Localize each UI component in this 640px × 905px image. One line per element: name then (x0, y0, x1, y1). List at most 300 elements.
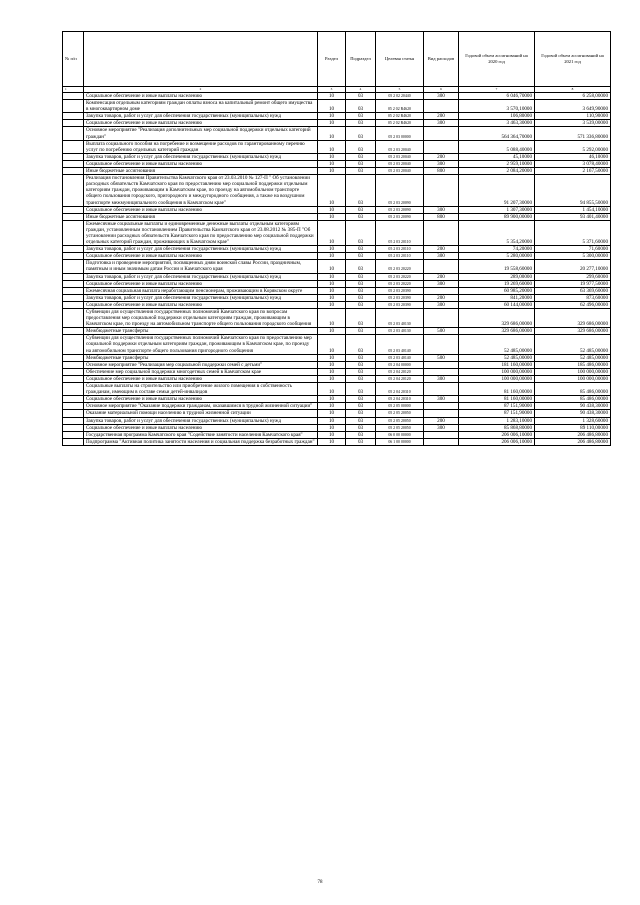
cell-podrazdel: 03 (346, 220, 376, 245)
table-row (63, 309, 611, 328)
cell-2020: 3 570,10000 (459, 100, 535, 113)
cell-2020: 89 900,00000 (459, 213, 535, 220)
cell-razdel: 10 (318, 160, 346, 167)
header-num: № п/п (63, 32, 84, 87)
table-row (63, 113, 611, 120)
cell-tselevaya-statya: 05 2 03 20220 (376, 273, 424, 280)
cell-tselevaya-statya: 05 2 05 20050 (376, 424, 424, 431)
cell-name: Социальное обеспечение и иные выплаты населению (84, 253, 318, 260)
cell-razdel: 10 (318, 361, 346, 368)
cell-num (63, 361, 84, 368)
cell-2021: 329 686,00000 (535, 309, 611, 328)
cell-2021: 93 401,40000 (535, 213, 611, 220)
cell-num (63, 253, 84, 260)
cell-podrazdel: 03 (346, 280, 376, 287)
cell-podrazdel: 03 (346, 383, 376, 396)
cell-vid-rashodov (424, 309, 459, 328)
cell-name: Социальное обеспечение и иные выплаты населению (84, 301, 318, 308)
cell-2020: 45,10000 (459, 153, 535, 160)
cell-2021: 6 258,00000 (535, 93, 611, 100)
cell-razdel: 10 (318, 287, 346, 294)
cell-vid-rashodov: 500 (424, 354, 459, 361)
cell-num (63, 403, 84, 410)
table-row (63, 438, 611, 445)
cell-2020: 60 144,00000 (459, 301, 535, 308)
cell-num (63, 160, 84, 167)
table-row (63, 260, 611, 273)
cell-name: Ежемесячная социальная выплата неработающим пенсионерам, проживающим в Корякском округе (84, 287, 318, 294)
cell-num (63, 410, 84, 417)
table-row (63, 396, 611, 403)
cell-tselevaya-statya: 05 2 03 20040 (376, 168, 424, 175)
cell-tselevaya-statya: 05 2 04 00000 (376, 361, 424, 368)
table-row (63, 168, 611, 175)
cell-2020: 87 151,90000 (459, 403, 535, 410)
cell-2020: 19 558,60000 (459, 260, 535, 273)
table-row (63, 287, 611, 294)
cell-podrazdel: 03 (346, 417, 376, 424)
cell-razdel: 10 (318, 438, 346, 445)
cell-razdel: 10 (318, 153, 346, 160)
cell-tselevaya-statya: 05 2 03 20040 (376, 153, 424, 160)
table-row (63, 153, 611, 160)
table-row (63, 301, 611, 308)
cell-razdel: 10 (318, 368, 346, 375)
header-podrazdel: Подраздел (346, 32, 376, 87)
cell-name: Межбюджетные трансферты (84, 354, 318, 361)
cell-2021: 90 438,30000 (535, 410, 611, 417)
cell-vid-rashodov: 300 (424, 301, 459, 308)
cell-num (63, 417, 84, 424)
budget-table-page (62, 31, 610, 446)
cell-razdel: 10 (318, 410, 346, 417)
budget-table (62, 31, 611, 446)
cell-num (63, 294, 84, 301)
cell-2021: 89 110,00000 (535, 424, 611, 431)
table-row (63, 206, 611, 213)
cell-2020: 5 354,20000 (459, 220, 535, 245)
cell-razdel: 10 (318, 396, 346, 403)
cell-2020: 74,20000 (459, 246, 535, 253)
cell-tselevaya-statya: 05 2 03 40140 (376, 335, 424, 354)
cell-razdel: 10 (318, 100, 346, 113)
cell-2020: 1 283,10000 (459, 417, 535, 424)
cell-name: Закупка товаров, работ и услуг для обеспечения государственных (муниципальных) нужд (84, 294, 318, 301)
cell-2020: 329 686,00000 (459, 309, 535, 328)
cell-vid-rashodov: 300 (424, 253, 459, 260)
cell-2020: 289,00000 (459, 273, 535, 280)
cell-vid-rashodov (424, 175, 459, 206)
table-body (63, 93, 611, 446)
cell-tselevaya-statya: 05 2 03 20220 (376, 260, 424, 273)
column-number: 3 (318, 87, 346, 93)
cell-2021: 85 486,00000 (535, 383, 611, 396)
cell-2021: 873,60000 (535, 294, 611, 301)
cell-2020: 1 307,30000 (459, 206, 535, 213)
cell-2020: 106,80000 (459, 113, 535, 120)
cell-tselevaya-statya: 05 2 03 20390 (376, 301, 424, 308)
cell-podrazdel: 03 (346, 396, 376, 403)
cell-razdel: 10 (318, 127, 346, 140)
cell-2021: 90 438,30000 (535, 403, 611, 410)
cell-2020: 85 868,80000 (459, 424, 535, 431)
cell-name: Социальные выплаты на строительство или приобретение жилого помещения в собственность гражданам, имеющим в составе семьи детей-инвалидов (84, 383, 318, 396)
cell-vid-rashodov (424, 335, 459, 354)
cell-name: Компенсация отдельным категориям граждан оплаты взноса на капитальный ремонт общего имущества в многоквартирном доме (84, 100, 318, 113)
cell-vid-rashodov: 800 (424, 168, 459, 175)
cell-2020: 100 000,00000 (459, 375, 535, 382)
cell-2020: 181 160,00000 (459, 361, 535, 368)
cell-podrazdel: 03 (346, 153, 376, 160)
table-row (63, 410, 611, 417)
cell-num (63, 301, 84, 308)
cell-razdel: 10 (318, 246, 346, 253)
cell-vid-rashodov: 200 (424, 153, 459, 160)
table-row (63, 431, 611, 438)
cell-name: Подпрограмма "Активная политика занятости населения и социальная поддержка безработных граждан" (84, 438, 318, 445)
cell-vid-rashodov (424, 431, 459, 438)
cell-2021: 1 454,10000 (535, 206, 611, 213)
cell-2020: 81 160,00000 (459, 396, 535, 403)
header-razdel: Раздел (318, 32, 346, 87)
cell-vid-rashodov (424, 410, 459, 417)
cell-razdel: 10 (318, 273, 346, 280)
cell-vid-rashodov: 200 (424, 417, 459, 424)
cell-2021: 5 371,60000 (535, 220, 611, 245)
cell-2021: 52 485,00000 (535, 354, 611, 361)
cell-2021: 5 300,00000 (535, 253, 611, 260)
cell-vid-rashodov (424, 260, 459, 273)
cell-razdel: 10 (318, 280, 346, 287)
cell-vid-rashodov: 300 (424, 280, 459, 287)
cell-razdel: 10 (318, 417, 346, 424)
cell-num (63, 396, 84, 403)
cell-tselevaya-statya: 05 2 04 20120 (376, 375, 424, 382)
cell-vid-rashodov (424, 438, 459, 445)
cell-num (63, 220, 84, 245)
cell-2020: 19 269,60000 (459, 280, 535, 287)
table-row (63, 417, 611, 424)
cell-vid-rashodov (424, 140, 459, 153)
column-number: 1 (63, 87, 84, 93)
cell-podrazdel: 03 (346, 424, 376, 431)
cell-tselevaya-statya: 05 2 02 R4620 (376, 120, 424, 127)
cell-podrazdel: 03 (346, 431, 376, 438)
cell-num (63, 424, 84, 431)
cell-num (63, 168, 84, 175)
header-2021: Годовой объем ассигнований на 2021 год (535, 32, 611, 87)
cell-name: Иные бюджетные ассигнования (84, 213, 318, 220)
cell-tselevaya-statya: 05 2 02 R4620 (376, 100, 424, 113)
cell-num (63, 260, 84, 273)
cell-podrazdel: 03 (346, 361, 376, 368)
cell-podrazdel: 03 (346, 168, 376, 175)
column-number: 7 (459, 87, 535, 93)
cell-num (63, 175, 84, 206)
cell-vid-rashodov (424, 287, 459, 294)
cell-podrazdel: 03 (346, 253, 376, 260)
cell-num (63, 328, 84, 335)
cell-podrazdel: 03 (346, 273, 376, 280)
table-row (63, 335, 611, 354)
cell-num (63, 354, 84, 361)
column-number: 6 (424, 87, 459, 93)
cell-num (63, 213, 84, 220)
cell-tselevaya-statya: 05 2 05 20050 (376, 417, 424, 424)
cell-podrazdel: 03 (346, 175, 376, 206)
cell-num (63, 206, 84, 213)
cell-name: Социальное обеспечение и иные выплаты населению (84, 93, 318, 100)
cell-tselevaya-statya: 05 2 03 40130 (376, 328, 424, 335)
cell-2021: 3 539,00000 (535, 120, 611, 127)
table-row (63, 294, 611, 301)
cell-num (63, 368, 84, 375)
cell-podrazdel: 03 (346, 328, 376, 335)
cell-2020: 5 088,40000 (459, 140, 535, 153)
cell-podrazdel: 03 (346, 375, 376, 382)
cell-vid-rashodov: 300 (424, 206, 459, 213)
cell-2021: 206 486,80000 (535, 438, 611, 445)
cell-razdel: 10 (318, 383, 346, 396)
cell-tselevaya-statya: 05 2 03 40130 (376, 309, 424, 328)
cell-razdel: 10 (318, 213, 346, 220)
table-row (63, 93, 611, 100)
cell-podrazdel: 03 (346, 213, 376, 220)
cell-2021: 2 167,50000 (535, 168, 611, 175)
cell-name: Социальное обеспечение и иные выплаты населению (84, 396, 318, 403)
cell-podrazdel: 03 (346, 206, 376, 213)
cell-2020: 841,20000 (459, 294, 535, 301)
cell-tselevaya-statya: 05 2 03 20390 (376, 287, 424, 294)
cell-razdel: 10 (318, 375, 346, 382)
cell-name: Закупка товаров, работ и услуг для обеспечения государственных (муниципальных) нужд (84, 246, 318, 253)
cell-2020: 87 151,90000 (459, 410, 535, 417)
table-row (63, 213, 611, 220)
cell-vid-rashodov: 300 (424, 120, 459, 127)
cell-2020: 206 006,10000 (459, 431, 535, 438)
cell-num (63, 127, 84, 140)
cell-2021: 5 292,00000 (535, 140, 611, 153)
cell-name: Обеспечение мер социальной поддержки многодетных семей в Камчатском крае (84, 368, 318, 375)
cell-vid-rashodov (424, 361, 459, 368)
cell-num (63, 375, 84, 382)
cell-num (63, 335, 84, 354)
cell-tselevaya-statya: 05 2 03 20110 (376, 220, 424, 245)
cell-name: Социальное обеспечение и иные выплаты населению (84, 424, 318, 431)
cell-2021: 46,10000 (535, 153, 611, 160)
cell-2021: 19 977,50000 (535, 280, 611, 287)
cell-razdel: 10 (318, 120, 346, 127)
table-row (63, 140, 611, 153)
cell-vid-rashodov (424, 383, 459, 396)
page-number: 78 (317, 880, 323, 885)
cell-name: Подготовка и проведение мероприятий, посвященных дням воинской славы России, праздничным, памятным и иным значимым датам России и Камчатского края (84, 260, 318, 273)
cell-razdel: 10 (318, 253, 346, 260)
cell-vid-rashodov: 500 (424, 328, 459, 335)
cell-tselevaya-statya: 05 2 03 20110 (376, 246, 424, 253)
cell-razdel: 10 (318, 354, 346, 361)
cell-tselevaya-statya: 06 1 00 00000 (376, 438, 424, 445)
table-row (63, 368, 611, 375)
cell-podrazdel: 03 (346, 113, 376, 120)
cell-vid-rashodov: 300 (424, 93, 459, 100)
cell-num (63, 280, 84, 287)
cell-2021: 85 486,00000 (535, 396, 611, 403)
cell-2020: 3 463,30000 (459, 120, 535, 127)
cell-podrazdel: 03 (346, 354, 376, 361)
cell-tselevaya-statya: 05 2 03 20090 (376, 213, 424, 220)
cell-2021: 71,60000 (535, 246, 611, 253)
cell-razdel: 10 (318, 260, 346, 273)
cell-2021: 1 328,60000 (535, 417, 611, 424)
column-number: 5 (376, 87, 424, 93)
cell-2021: 52 485,00000 (535, 335, 611, 354)
cell-num (63, 93, 84, 100)
cell-razdel: 10 (318, 93, 346, 100)
cell-name: Основное мероприятие "Оказание поддержки гражданам, оказавшимся в трудной жизненной ситуации" (84, 403, 318, 410)
cell-name: Социальное обеспечение и иные выплаты населению (84, 206, 318, 213)
table-row (63, 273, 611, 280)
cell-num (63, 431, 84, 438)
table-row (63, 160, 611, 167)
cell-podrazdel: 03 (346, 93, 376, 100)
table-row (63, 100, 611, 113)
cell-tselevaya-statya: 05 2 04 20120 (376, 368, 424, 375)
cell-num (63, 153, 84, 160)
header-2020: Годовой объем ассигнований на 2020 год (459, 32, 535, 87)
cell-2020: 52 485,00000 (459, 354, 535, 361)
cell-podrazdel: 03 (346, 140, 376, 153)
cell-razdel: 10 (318, 328, 346, 335)
cell-podrazdel: 03 (346, 260, 376, 273)
cell-2021: 329 686,00000 (535, 328, 611, 335)
cell-name: Субвенции для осуществления государственных полномочий Камчатского края по предоставлению мер социальной поддержки отдельным категориям граждан, проживающим в Камчатском крае, по проезду на автомобильном транспорте общего пользования пригородного сообщения (84, 335, 318, 354)
cell-tselevaya-statya: 05 2 03 00000 (376, 127, 424, 140)
table-row (63, 383, 611, 396)
cell-name: Закупка товаров, работ и услуг для обеспечения государственных (муниципальных) нужд (84, 153, 318, 160)
cell-vid-rashodov: 300 (424, 375, 459, 382)
cell-podrazdel: 03 (346, 309, 376, 328)
cell-tselevaya-statya: 05 2 03 40140 (376, 354, 424, 361)
table-header-row (63, 32, 611, 87)
cell-podrazdel: 03 (346, 160, 376, 167)
table-row (63, 403, 611, 410)
cell-vid-rashodov: 200 (424, 273, 459, 280)
table-row (63, 280, 611, 287)
cell-num (63, 309, 84, 328)
cell-name: Закупка товаров, работ и услуг для обеспечения государственных (муниципальных) нужд (84, 417, 318, 424)
cell-num (63, 113, 84, 120)
column-number: 2 (84, 87, 318, 93)
cell-name: Ежемесячные социальные выплаты и единовременные денежные выплаты отдельным категориям граждан, установленным постановлением Правительства Камчатского края от 23.08.2012 № 385-П "Об установлении расходных обязательств Камчатского края по предоставлению мер социальной поддержки отдельных категорий граждан, проживающих в Камчатском крае" (84, 220, 318, 245)
cell-podrazdel: 03 (346, 335, 376, 354)
cell-name: Социальное обеспечение и иные выплаты населению (84, 375, 318, 382)
cell-name: Государственная программа Камчатского края "Содействие занятости населения Камчатского края" (84, 431, 318, 438)
cell-2021: 206 486,80000 (535, 431, 611, 438)
cell-tselevaya-statya: 05 2 02 R4620 (376, 113, 424, 120)
cell-2020: 52 485,00000 (459, 335, 535, 354)
cell-vid-rashodov: 800 (424, 213, 459, 220)
cell-name: Основное мероприятие "Реализация мер социальной поддержки семей с детьми" (84, 361, 318, 368)
cell-vid-rashodov: 200 (424, 294, 459, 301)
cell-name: Субвенции для осуществления государственных полномочий Камчатского края по вопросам предоставления мер социальной поддержки отдельным категориям граждан, проживающим в Камчатском крае, по проезду на автомобильном транспорте общего пользования городского сообщения (84, 309, 318, 328)
cell-podrazdel: 03 (346, 287, 376, 294)
header-tselevaya-statya: Целевая статья (376, 32, 424, 87)
cell-2020: 2 084,20000 (459, 168, 535, 175)
cell-razdel: 10 (318, 220, 346, 245)
cell-razdel: 10 (318, 175, 346, 206)
table-row (63, 328, 611, 335)
cell-razdel: 10 (318, 431, 346, 438)
cell-2020: 6 046,70000 (459, 93, 535, 100)
table-row (63, 354, 611, 361)
cell-name: Основное мероприятие "Реализация дополнительных мер социальной поддержки отдельных категорий граждан" (84, 127, 318, 140)
cell-name: Социальное обеспечение и иные выплаты населению (84, 280, 318, 287)
cell-2021: 20 277,10000 (535, 260, 611, 273)
header-vid-rashodov: Вид расходов (424, 32, 459, 87)
table-row (63, 175, 611, 206)
cell-vid-rashodov (424, 403, 459, 410)
cell-name: Иные бюджетные ассигнования (84, 168, 318, 175)
cell-num (63, 246, 84, 253)
cell-name: Оказание материальной помощи населению в трудной жизненной ситуации (84, 410, 318, 417)
cell-2020: 91 207,30000 (459, 175, 535, 206)
column-number: 8 (535, 87, 611, 93)
cell-podrazdel: 03 (346, 100, 376, 113)
table-row (63, 253, 611, 260)
cell-vid-rashodov (424, 100, 459, 113)
cell-tselevaya-statya: 05 2 03 20220 (376, 280, 424, 287)
cell-tselevaya-statya: 05 2 05 20050 (376, 410, 424, 417)
cell-tselevaya-statya: 05 2 03 20040 (376, 160, 424, 167)
cell-2020: 81 160,00000 (459, 383, 535, 396)
cell-razdel: 10 (318, 424, 346, 431)
cell-razdel: 10 (318, 294, 346, 301)
cell-num (63, 100, 84, 113)
cell-name: Закупка товаров, работ и услуг для обеспечения государственных (муниципальных) нужд (84, 273, 318, 280)
cell-2021: 571 336,80000 (535, 127, 611, 140)
cell-2021: 100 000,00000 (535, 375, 611, 382)
cell-razdel: 10 (318, 335, 346, 354)
cell-podrazdel: 03 (346, 127, 376, 140)
cell-tselevaya-statya: 06 0 00 00000 (376, 431, 424, 438)
cell-2020: 60 985,20000 (459, 287, 535, 294)
table-row (63, 361, 611, 368)
cell-2021: 94 855,50000 (535, 175, 611, 206)
cell-podrazdel: 03 (346, 403, 376, 410)
cell-podrazdel: 03 (346, 301, 376, 308)
cell-num (63, 287, 84, 294)
cell-razdel: 10 (318, 140, 346, 153)
cell-num (63, 120, 84, 127)
cell-num (63, 438, 84, 445)
cell-tselevaya-statya: 05 2 03 20090 (376, 206, 424, 213)
cell-vid-rashodov: 300 (424, 396, 459, 403)
cell-num (63, 383, 84, 396)
cell-razdel: 10 (318, 309, 346, 328)
cell-2021: 62 496,00000 (535, 301, 611, 308)
cell-2021: 185 486,00000 (535, 361, 611, 368)
table-row (63, 127, 611, 140)
cell-vid-rashodov: 300 (424, 424, 459, 431)
cell-tselevaya-statya: 05 2 03 20390 (376, 294, 424, 301)
column-number: 4 (346, 87, 376, 93)
cell-vid-rashodov (424, 368, 459, 375)
cell-vid-rashodov (424, 127, 459, 140)
cell-vid-rashodov: 300 (424, 160, 459, 167)
cell-podrazdel: 03 (346, 120, 376, 127)
cell-razdel: 10 (318, 403, 346, 410)
